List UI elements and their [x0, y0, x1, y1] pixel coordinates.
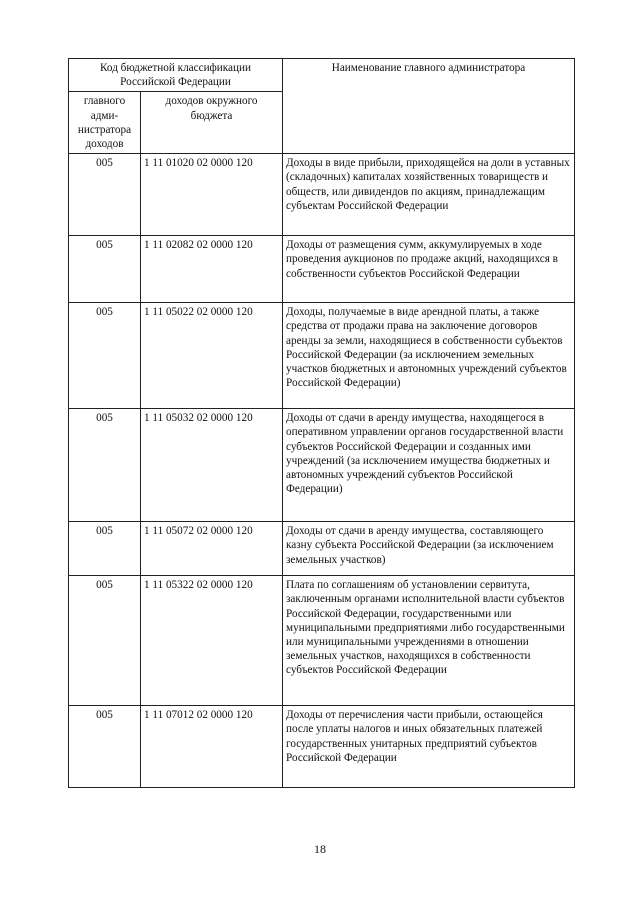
- revenue-code-cell: 1 11 05322 02 0000 120: [141, 576, 283, 706]
- admin-code-cell: 005: [69, 154, 141, 236]
- table-row: [69, 409, 575, 522]
- revenue-code-cell: 1 11 05072 02 0000 120: [141, 522, 283, 576]
- table-row: [69, 236, 575, 303]
- admin-code-cell: 005: [69, 576, 141, 706]
- admin-code-cell: 005: [69, 303, 141, 409]
- admin-code-cell: 005: [69, 522, 141, 576]
- admin-code-cell: 005: [69, 409, 141, 522]
- administrator-name-header: Наименование главного администратора: [283, 59, 575, 154]
- table-row: [69, 303, 575, 409]
- revenue-name-cell: Доходы от сдачи в аренду имущества, находящегося в оперативном управлении органов государственной власти субъектов Российской Федерации и созданных ими учреждений (за исключением имущества бюджетных и автономных учреждений субъектов Российской Федерации): [283, 409, 575, 522]
- page-number: 18: [314, 842, 326, 856]
- revenue-code-cell: 1 11 01020 02 0000 120: [141, 154, 283, 236]
- revenue-name-cell: Доходы в виде прибыли, приходящейся на доли в уставных (складочных) капиталах хозяйственных товариществ и обществ, или дивидендов по акциям, принадлежащим субъектам Российской Федерации: [283, 154, 575, 236]
- budget-classification-table: [68, 58, 575, 788]
- district-budget-revenue-header: доходов окружного бюджета: [141, 92, 283, 154]
- table-row: [69, 706, 575, 788]
- revenue-code-cell: 1 11 05032 02 0000 120: [141, 409, 283, 522]
- revenue-name-cell: Доходы, получаемые в виде арендной платы, а также средства от продажи права на заключение договоров аренды за земли, находящиеся в собственности субъектов Российской Федерации (за исключением земельных участков бюджетных и автономных учреждений субъектов Российской Федерации): [283, 303, 575, 409]
- revenue-name-cell: Плата по соглашениям об установлении сервитута, заключенным органами исполнительной власти субъектов Российской Федерации, государственными или муниципальными предприятиями либо государственными или муниципальными учреждениями в отношении земельных участков, находящихся в собственности субъектов Российской Федерации: [283, 576, 575, 706]
- revenue-code-cell: 1 11 07012 02 0000 120: [141, 706, 283, 788]
- admin-code-cell: 005: [69, 706, 141, 788]
- revenue-code-cell: 1 11 05022 02 0000 120: [141, 303, 283, 409]
- table-row: [69, 576, 575, 706]
- revenue-name-cell: Доходы от сдачи в аренду имущества, составляющего казну субъекта Российской Федерации (за исключением земельных участков): [283, 522, 575, 576]
- classification-code-header: Код бюджетной классификации Российской Федерации: [69, 59, 283, 92]
- revenue-code-cell: 1 11 02082 02 0000 120: [141, 236, 283, 303]
- table-row: [69, 522, 575, 576]
- admin-code-cell: 005: [69, 236, 141, 303]
- table-row: [69, 154, 575, 236]
- revenue-name-cell: Доходы от перечисления части прибыли, остающейся после уплаты налогов и иных обязательных платежей государственных унитарных предприятий субъектов Российской Федерации: [283, 706, 575, 788]
- chief-administrator-header: главного адми-нистратора доходов: [69, 92, 141, 154]
- revenue-name-cell: Доходы от размещения сумм, аккумулируемых в ходе проведения аукционов по продаже акций, находящихся в собственности субъектов Российской Федерации: [283, 236, 575, 303]
